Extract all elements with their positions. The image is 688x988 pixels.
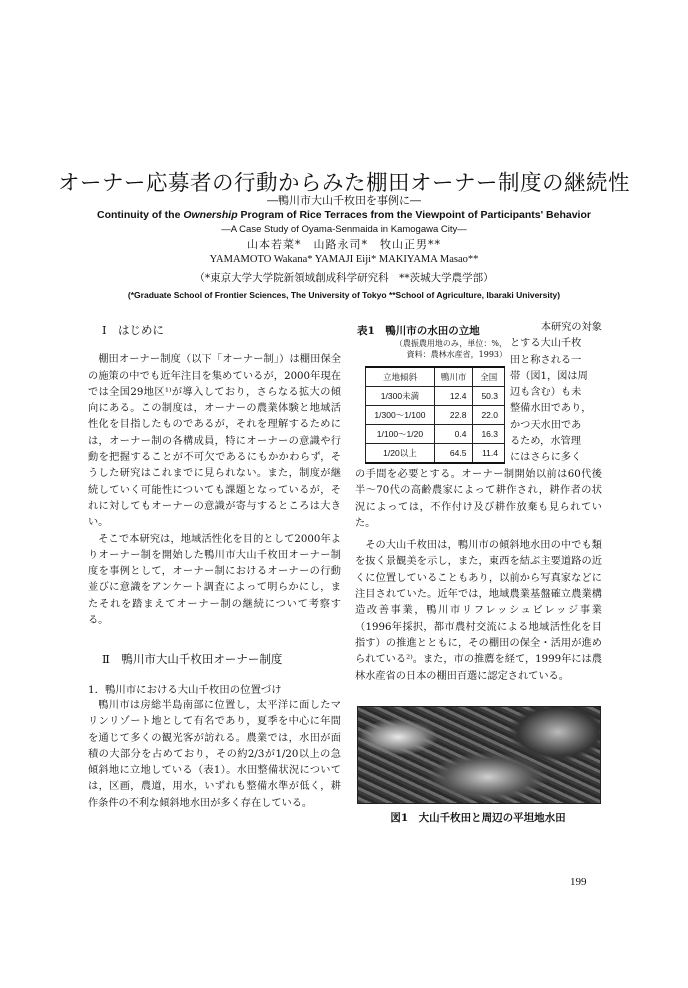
- table-note-source: 資料：農林水産省，1993）: [406, 350, 507, 359]
- table-cell: 1/100～1/20: [366, 425, 435, 444]
- page-number: 199: [570, 876, 587, 888]
- english-title-pre: Continuity of the: [97, 209, 184, 221]
- paper-title: オーナー応募者の行動からみた棚田オーナー制度の継続性: [57, 171, 630, 196]
- table-cell: 12.4: [434, 387, 473, 406]
- paragraph-senmaida-landscape: その大山千枚田は，鴨川市の傾斜地水田の中でも類を抜く景観美を示し，また，東西を結ぶ主要道路の近くに位置していることもあり，以前から写真家などに注目されていた。近年では，地域農業基盤確立農業構造改善事業，鴨川市リフレッシュビレッジ事業（1996年採択，都市農村交流による地域活性化を目指す）の推進とともに，その棚田の保全・活用が進められている²⁾。また，市の推薦を経て，1999年には農林水産省の日本の棚田百選に認定されている。: [355, 540, 602, 682]
- table-cell: 11.4: [473, 444, 505, 464]
- side-text-line: るため，水管理: [510, 436, 581, 448]
- table-cell: 16.3: [473, 425, 505, 444]
- land-slope-table: [365, 366, 505, 464]
- table-row: [366, 425, 505, 444]
- authors-english: YAMAMOTO Wakana* YAMAJI Eiji* MAKIYAMA Masao**: [209, 254, 479, 265]
- section-heading-senmaida: Ⅱ 鴨川市大山千枚田オーナー制度: [102, 652, 283, 667]
- table-1-block: [357, 323, 507, 464]
- right-column: [355, 467, 602, 685]
- table-header-row: [366, 367, 505, 387]
- affiliation-japanese: （*東京大学大学院新領域創成科学研究科 **茨城大学農学部）: [194, 272, 494, 284]
- side-text-line: 整備水田であり，: [510, 403, 592, 415]
- paper-subtitle: ―鴨川市大山千枚田を事例に―: [267, 194, 421, 207]
- table-cell: 0.4: [434, 425, 473, 444]
- paragraph-intro-1: 棚田オーナー制度（以下「オーナー制」）は棚田保全の施策の中でも近年注目を集めているが，2000年現在では全国29地区¹⁾が導入しており，さらなる拡大の傾向にある。この制度は，オーナーの農業体験と地域活性化を目指したものであるが，それを理解するためには，オーナー制の各構成員，特にオーナーの意識や行動を把握することが不可欠であるにもかかわらず，そうした研究はこれまでに見られない。また，制度が継続していく可能性についても課題となっているが，それに対してもオーナーの意識が寄与するところは大きい。: [88, 354, 341, 529]
- english-title-emphasis: Ownership: [183, 209, 238, 221]
- paragraph-location: 鴨川市は房総半島南部に位置し，太平洋に面したマリンリゾート地として有名であり，夏季を中心に年間を通じて多くの観光客が訪れる。農業では，水田が面積の大部分を占めており，その約2/3が1/20以上の急傾斜地に立地している（表1）。水田整備状況については，区画，農道，用水，いずれも整備水準が低く，耕作条件の不利な傾斜地水田が多く存在している。: [88, 699, 341, 809]
- table-header-cell: 立地傾斜: [366, 367, 435, 387]
- table-header-cell: 全国: [473, 367, 505, 387]
- table-row: [366, 444, 505, 464]
- english-subtitle: ―A Case Study of Oyama-Senmaida in Kamogawa City―: [221, 224, 467, 235]
- table-cell: 50.3: [473, 387, 505, 406]
- table-caption: 表1 鴨川市の水田の立地: [357, 325, 480, 337]
- figure-caption: 図1 大山千枚田と周辺の平坦地水田: [390, 812, 566, 824]
- side-text-line: 本研究の対象: [540, 322, 602, 333]
- side-text-line: 帯（図1，図は周: [510, 370, 588, 382]
- section-heading-introduction: Ⅰ はじめに: [102, 323, 165, 337]
- table-row: [366, 387, 505, 406]
- side-text-line: にはさらに多く: [510, 452, 582, 464]
- table-row: [366, 406, 505, 425]
- table-note-unit: （農振農用地のみ，単位：%，: [394, 339, 507, 348]
- table-cell: 22.8: [434, 406, 473, 425]
- side-text-line: 辺も含む）も未: [510, 387, 582, 399]
- paragraph-intro-2: そこで本研究は，地域活性化を目的として2000年よりオーナー制を開始した鴨川市大山千枚田オーナー制度を事例として，オーナー制におけるオーナーの行動並びに意識をアンケート調査によって明らかにし，またそれを踏まえてオーナー制の継続について考察する。: [88, 533, 341, 627]
- side-text-line: 田と称される一: [510, 354, 582, 366]
- side-text-line: かつ天水田であ: [510, 419, 582, 431]
- subsection-heading-location: 1．鴨川市における大山千枚田の位置づけ: [88, 683, 282, 696]
- english-title: [0, 209, 688, 221]
- table-cell: 1/300～1/100: [366, 406, 435, 425]
- table-cell: 1/300未満: [366, 387, 435, 406]
- left-column: [88, 322, 341, 812]
- right-side-text: [510, 320, 602, 467]
- affiliation-english: (*Graduate School of Frontier Sciences, The University of Tokyo **School of Agriculture, Ibaraki University): [127, 290, 561, 300]
- figure-1-photo: [357, 706, 601, 804]
- table-cell: 22.0: [473, 406, 505, 425]
- table-cell: 1/20以上: [366, 444, 435, 464]
- table-header-cell: 鴨川市: [434, 367, 473, 387]
- table-cell: 64.5: [434, 444, 473, 464]
- side-text-line: とする大山千枚: [510, 338, 582, 350]
- authors-japanese: 山本若菜* 山路永司* 牧山正男**: [247, 238, 441, 251]
- paragraph-continuation: の手間を必要とする。オーナー制開始以前は60代後半～70代の高齢農家によって耕作され，耕作者の状況によっては，不作付け及び耕作放棄も見られていた。: [355, 469, 602, 529]
- english-title-post: Program of Rice Terraces from the Viewpoint of Participants' Behavior: [237, 209, 591, 221]
